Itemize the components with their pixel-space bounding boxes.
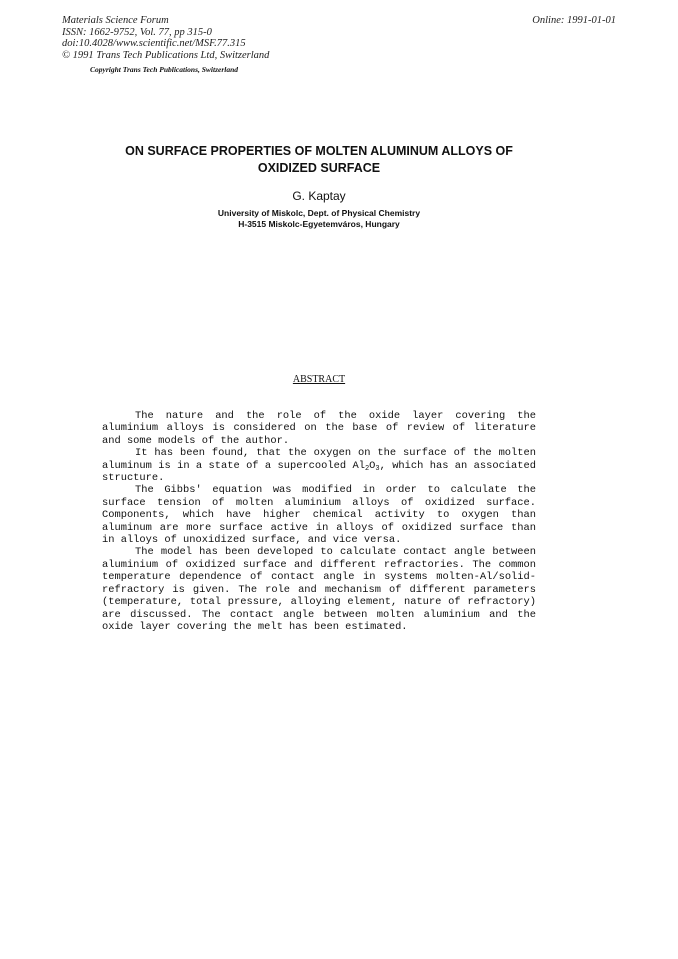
citation-header	[62, 15, 269, 61]
issn-line: ISSN: 1662-9752, Vol. 77, pp 315-0	[62, 26, 212, 38]
copyright-line: © 1991 Trans Tech Publications Ltd, Switzerland	[62, 49, 270, 61]
formula-subscript-2: 2	[364, 464, 370, 473]
abstract-body	[102, 410, 536, 633]
paper-title-line2: OXIDIZED SURFACE	[257, 161, 381, 175]
doi-line: doi:10.4028/www.scientific.net/MSF.77.315	[62, 38, 246, 49]
formula-oxygen: O	[369, 459, 376, 472]
abstract-paragraph-3: The Gibbs' equation was modified in order to calculate the surface tension of molten aluminium alloys of oxidized surface. Components, which have higher chemical activity to oxygen than aluminum are more surface active in alloys of oxidized surface than in alloys of unoxidized surface, and vice versa.	[102, 484, 536, 547]
formula-subscript-3: 3	[375, 464, 380, 473]
publisher-copyright: Copyright Trans Tech Publications, Switzerland	[90, 65, 239, 74]
abstract-p2-text-before: It has been found, that the oxygen on the surface of the molten aluminum is in a state of a supercooled Al	[102, 447, 536, 472]
abstract-paragraph-1: The nature and the role of the oxide layer covering the aluminium alloys is considered on the base of review of literature and some models of the author.	[102, 410, 536, 447]
abstract-paragraph-2	[102, 447, 536, 484]
paper-title-line1: ON SURFACE PROPERTIES OF MOLTEN ALUMINUM ALLOYS OF	[125, 144, 513, 158]
affiliation-line1: University of Miskolc, Dept. of Physical Chemistry	[217, 208, 421, 218]
abstract-heading: ABSTRACT	[292, 374, 346, 385]
author-name: G. Kaptay	[292, 189, 346, 203]
abstract-p2-text-after: , which has an associated structure.	[102, 459, 536, 485]
online-date: Online: 1991-01-01	[532, 15, 616, 26]
abstract-paragraph-4: The model has been developed to calculate contact angle between aluminium of oxidized surface and different refractories. The common temperature dependence of contact angle in systems molten-Al/solid-refractory is given. The role and mechanism of different parameters (temperature, total pressure, alloying element, nature of refractory) are discussed. The contact angle between molten aluminium and the oxide layer covering the melt has been estimated.	[102, 546, 536, 633]
affiliation-line2: H-3515 Miskolc-Egyetemváros, Hungary	[238, 219, 400, 229]
journal-name: Materials Science Forum	[62, 15, 169, 26]
